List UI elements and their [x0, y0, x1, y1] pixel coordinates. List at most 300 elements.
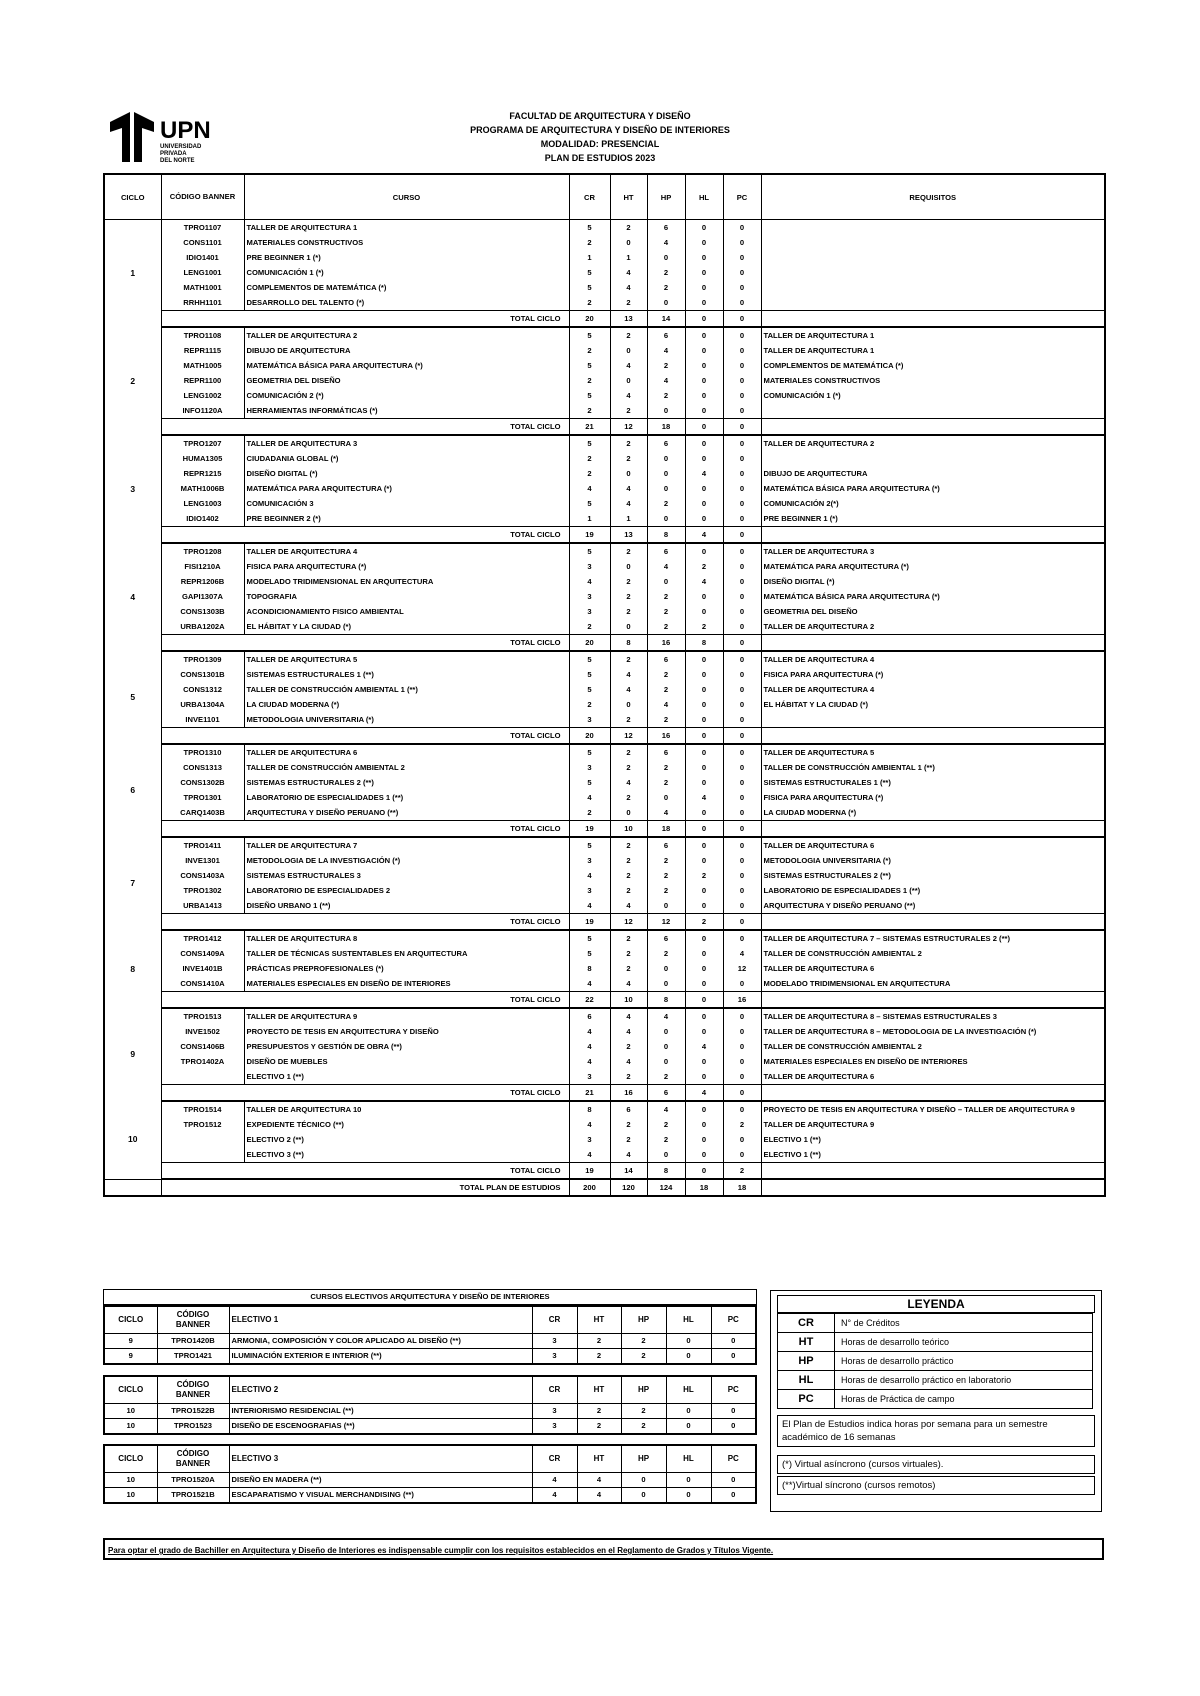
course-code: TPRO1411: [161, 837, 244, 853]
course-code: TPRO1402A: [161, 1054, 244, 1069]
course-requisites: SISTEMAS ESTRUCTURALES 1 (**): [763, 778, 891, 787]
course-cr: 1: [569, 250, 610, 265]
course-name: SISTEMAS ESTRUCTURALES 1 (**): [244, 667, 569, 682]
course-requisites: TALLER DE ARQUITECTURA 6: [763, 1072, 875, 1081]
course-pc: 0: [723, 220, 761, 236]
course-name: TALLER DE CONSTRUCCIÓN AMBIENTAL 2: [244, 760, 569, 775]
table-row: [104, 651, 1105, 667]
table-row: [104, 403, 1105, 419]
cycle-total-pc: 0: [723, 419, 761, 436]
course-hl: 0: [685, 667, 723, 682]
elective-ht: 2: [577, 1349, 621, 1365]
course-hl: 0: [685, 235, 723, 250]
course-code: URBA1413: [161, 898, 244, 914]
elective-row: [104, 1488, 756, 1504]
course-code: TPRO1108: [161, 327, 244, 343]
table-row: [104, 1008, 1105, 1024]
course-name: PRE BEGINNER 2 (*): [244, 511, 569, 527]
course-code: REPR1115: [161, 343, 244, 358]
course-ht: 4: [610, 898, 647, 914]
elective-hl: 0: [666, 1488, 711, 1504]
course-hl: 0: [685, 775, 723, 790]
course-cr: 2: [569, 619, 610, 635]
cycle-total-cr: 19: [569, 914, 610, 931]
course-requisites: MATERIALES CONSTRUCTIVOS: [763, 376, 881, 385]
course-pc: 0: [723, 373, 761, 388]
cycle-number: 8: [104, 930, 161, 1008]
course-hp: 0: [647, 250, 685, 265]
course-hl: 0: [685, 805, 723, 821]
cycle-number: 7: [104, 837, 161, 930]
elective-hl: 0: [666, 1419, 711, 1435]
cycle-total-ht: 10: [610, 992, 647, 1009]
course-cr: 2: [569, 451, 610, 466]
elective-col-hl: HL: [666, 1376, 711, 1404]
legend-async: (*) Virtual asíncrono (cursos virtuales).: [777, 1455, 1095, 1474]
course-name: COMUNICACIÓN 2 (*): [244, 388, 569, 403]
table-row: [104, 946, 1105, 961]
cycle-total-blank: [761, 635, 1105, 652]
elective-col-hl: HL: [666, 1306, 711, 1334]
elective-col-ciclo: CICLO: [104, 1306, 157, 1334]
course-hl: 2: [685, 868, 723, 883]
elective-row: [104, 1349, 756, 1365]
course-code: MATH1001: [161, 280, 244, 295]
course-name: DIBUJO DE ARQUITECTURA: [244, 343, 569, 358]
elective-group-title: ELECTIVO 3: [229, 1445, 532, 1473]
legend-value: Horas de desarrollo práctico en laboratorio: [835, 1371, 1093, 1390]
course-pc: 0: [723, 868, 761, 883]
elective-ht: 4: [577, 1488, 621, 1504]
course-ht: 2: [610, 589, 647, 604]
table-row: [104, 1039, 1105, 1054]
course-hp: 2: [647, 667, 685, 682]
elective-cr: 3: [532, 1404, 577, 1419]
course-ht: 4: [610, 775, 647, 790]
logo-brand: UPN: [160, 117, 211, 144]
course-ht: 1: [610, 511, 647, 527]
cycle-total-hp: 8: [647, 527, 685, 544]
elective-name: DISEÑO EN MADERA (**): [229, 1473, 532, 1488]
grand-total-cr: 200: [569, 1179, 610, 1196]
course-name: TALLER DE TÉCNICAS SUSTENTABLES EN ARQUITECTURA: [244, 946, 569, 961]
course-pc: 0: [723, 559, 761, 574]
course-name: TALLER DE ARQUITECTURA 1: [244, 220, 569, 236]
elective-hp: 2: [621, 1334, 666, 1349]
course-ht: 4: [610, 280, 647, 295]
legend-key: CR: [778, 1314, 835, 1333]
course-cr: 2: [569, 403, 610, 419]
course-code: TPRO1107: [161, 220, 244, 236]
course-requisites: LA CIUDAD MODERNA (*): [763, 808, 857, 817]
modality: MODALIDAD: PRESENCIAL: [540, 139, 660, 149]
course-cr: 3: [569, 883, 610, 898]
course-hl: 0: [685, 1117, 723, 1132]
course-requisites: DIBUJO DE ARQUITECTURA: [763, 469, 868, 478]
elective-col-cr: CR: [532, 1376, 577, 1404]
course-pc: 0: [723, 358, 761, 373]
course-pc: 0: [723, 280, 761, 295]
course-code: [161, 1069, 244, 1085]
elective-cr: 4: [532, 1473, 577, 1488]
table-row: [104, 1054, 1105, 1069]
plan-title: PLAN DE ESTUDIOS 2023: [544, 153, 656, 163]
table-row: [104, 574, 1105, 589]
cycle-total-hl: 0: [685, 311, 723, 328]
course-code: URBA1202A: [161, 619, 244, 635]
course-pc: 12: [723, 961, 761, 976]
elective-name: DISEÑO DE ESCENOGRAFIAS (**): [229, 1419, 532, 1435]
course-ht: 2: [610, 868, 647, 883]
course-hp: 2: [647, 712, 685, 728]
elective-col-ht: HT: [577, 1306, 621, 1334]
course-name: ARQUITECTURA Y DISEÑO PERUANO (**): [244, 805, 569, 821]
cycle-total-hp: 8: [647, 1163, 685, 1180]
course-code: TPRO1513: [161, 1008, 244, 1024]
course-cr: 5: [569, 496, 610, 511]
course-code: REPR1215: [161, 466, 244, 481]
course-hl: 0: [685, 280, 723, 295]
course-hl: 0: [685, 1024, 723, 1039]
course-ht: 4: [610, 388, 647, 403]
course-name: TALLER DE ARQUITECTURA 3: [244, 435, 569, 451]
elective-code: TPRO1522B: [157, 1404, 229, 1419]
course-ht: 2: [610, 930, 647, 946]
course-hp: 6: [647, 435, 685, 451]
course-hp: 4: [647, 805, 685, 821]
course-hl: 0: [685, 712, 723, 728]
elective-cr: 3: [532, 1334, 577, 1349]
course-ht: 4: [610, 1147, 647, 1163]
course-name: TALLER DE ARQUITECTURA 6: [244, 744, 569, 760]
course-hp: 2: [647, 496, 685, 511]
course-ht: 2: [610, 837, 647, 853]
cycle-total-pc: 0: [723, 311, 761, 328]
cycle-total-label: TOTAL CICLO: [161, 914, 569, 931]
course-ht: 2: [610, 403, 647, 419]
course-pc: 0: [723, 898, 761, 914]
course-name: DISEÑO DE MUEBLES: [244, 1054, 569, 1069]
course-pc: 0: [723, 250, 761, 265]
course-hp: 0: [647, 403, 685, 419]
course-hl: 0: [685, 697, 723, 712]
cycle-total-pc: 0: [723, 821, 761, 838]
elective-ciclo: 9: [104, 1349, 157, 1365]
course-hl: 2: [685, 559, 723, 574]
cycle-total-row: [104, 419, 1105, 436]
course-code: GAPI1307A: [161, 589, 244, 604]
course-ht: 0: [610, 343, 647, 358]
table-row: [104, 619, 1105, 635]
cycle-total-row: [104, 914, 1105, 931]
course-hl: 0: [685, 837, 723, 853]
course-code: INVE1301: [161, 853, 244, 868]
course-code: INVE1502: [161, 1024, 244, 1039]
course-code: INVE1101: [161, 712, 244, 728]
cycle-total-hp: 6: [647, 1085, 685, 1102]
legend-value: Horas de desarrollo práctico: [835, 1352, 1093, 1371]
course-name: METODOLOGIA DE LA INVESTIGACIÓN (*): [244, 853, 569, 868]
course-cr: 2: [569, 466, 610, 481]
program-title: PROGRAMA DE ARQUITECTURA Y DISEÑO DE INTERIORES: [470, 125, 730, 135]
course-hl: 0: [685, 976, 723, 992]
cycle-number: 9: [104, 1008, 161, 1101]
course-hl: 0: [685, 295, 723, 311]
table-row: [104, 961, 1105, 976]
course-ht: 1: [610, 250, 647, 265]
course-hl: 0: [685, 1101, 723, 1117]
course-requisites: TALLER DE ARQUITECTURA 6: [763, 964, 875, 973]
course-code: CONS1303B: [161, 604, 244, 619]
table-row: [104, 976, 1105, 992]
course-hl: 4: [685, 1039, 723, 1054]
course-hl: 0: [685, 604, 723, 619]
col-ciclo: CICLO: [104, 174, 161, 220]
elective-hl: 0: [666, 1473, 711, 1488]
course-code: RRHH1101: [161, 295, 244, 311]
course-hp: 2: [647, 682, 685, 697]
course-requisites: DISEÑO DIGITAL (*): [763, 577, 835, 586]
course-hp: 2: [647, 853, 685, 868]
course-ht: 4: [610, 265, 647, 280]
course-name: EL HÁBITAT Y LA CIUDAD (*): [244, 619, 569, 635]
course-cr: 6: [569, 1008, 610, 1024]
table-row: [104, 466, 1105, 481]
course-name: TALLER DE ARQUITECTURA 9: [244, 1008, 569, 1024]
cycle-total-hl: 0: [685, 821, 723, 838]
cycle-number: 4: [104, 543, 161, 651]
course-cr: 3: [569, 559, 610, 574]
course-code: CARQ1403B: [161, 805, 244, 821]
cycle-total-row: [104, 311, 1105, 328]
course-hl: 0: [685, 946, 723, 961]
table-row: [104, 543, 1105, 559]
course-hp: 2: [647, 388, 685, 403]
table-row: [104, 589, 1105, 604]
grand-total-label: TOTAL PLAN DE ESTUDIOS: [161, 1179, 569, 1196]
course-code: TPRO1309: [161, 651, 244, 667]
course-pc: 0: [723, 883, 761, 898]
course-hl: 0: [685, 435, 723, 451]
course-code: CONS1406B: [161, 1039, 244, 1054]
course-hp: 0: [647, 451, 685, 466]
legend-row: [778, 1314, 1093, 1333]
course-code: INVE1401B: [161, 961, 244, 976]
course-name: DISEÑO DIGITAL (*): [244, 466, 569, 481]
table-row: [104, 744, 1105, 760]
course-requisites: METODOLOGIA UNIVERSITARIA (*): [763, 856, 891, 865]
course-code: TPRO1208: [161, 543, 244, 559]
course-name: MATEMÁTICA BÁSICA PARA ARQUITECTURA (*): [244, 358, 569, 373]
course-code: CONS1312: [161, 682, 244, 697]
course-cr: 4: [569, 790, 610, 805]
elective-code: TPRO1523: [157, 1419, 229, 1435]
cycle-number: 10: [104, 1101, 161, 1179]
course-pc: 0: [723, 388, 761, 403]
course-cr: 3: [569, 589, 610, 604]
table-row: [104, 327, 1105, 343]
course-name: METODOLOGIA UNIVERSITARIA (*): [244, 712, 569, 728]
course-pc: 0: [723, 403, 761, 419]
elective-header-row: [104, 1376, 756, 1404]
course-requisites: MATEMÁTICA BÁSICA PARA ARQUITECTURA (*): [763, 592, 940, 601]
course-cr: 5: [569, 682, 610, 697]
cycle-total-blank: [761, 419, 1105, 436]
table-row: [104, 1069, 1105, 1085]
course-requisites: TALLER DE ARQUITECTURA 1: [763, 331, 875, 340]
legend-value: Horas de Práctica de campo: [835, 1390, 1093, 1409]
elective-col-hp: HP: [621, 1445, 666, 1473]
course-name: SISTEMAS ESTRUCTURALES 2 (**): [244, 775, 569, 790]
course-pc: 0: [723, 775, 761, 790]
table-row: [104, 712, 1105, 728]
course-requisites: [761, 250, 1105, 265]
course-pc: 0: [723, 511, 761, 527]
course-name: FISICA PARA ARQUITECTURA (*): [244, 559, 569, 574]
legend-key: HT: [778, 1333, 835, 1352]
course-pc: 0: [723, 481, 761, 496]
table-row: [104, 295, 1105, 311]
cycle-number: 5: [104, 651, 161, 744]
course-requisites: ARQUITECTURA Y DISEÑO PERUANO (**): [763, 901, 916, 910]
course-pc: 0: [723, 496, 761, 511]
course-requisites: TALLER DE ARQUITECTURA 5: [763, 748, 875, 757]
legend-key: HL: [778, 1371, 835, 1390]
elective-ht: 4: [577, 1473, 621, 1488]
cycle-total-ht: 10: [610, 821, 647, 838]
table-row: [104, 760, 1105, 775]
logo-sub1: UNIVERSIDAD: [160, 144, 202, 150]
course-pc: 0: [723, 805, 761, 821]
elective-ciclo: 9: [104, 1334, 157, 1349]
course-hp: 0: [647, 574, 685, 589]
course-code: MATH1006B: [161, 481, 244, 496]
course-cr: 4: [569, 1117, 610, 1132]
elective-col-pc: PC: [711, 1376, 756, 1404]
study-plan-table: [103, 173, 1106, 1197]
course-hp: 0: [647, 961, 685, 976]
course-hp: 6: [647, 651, 685, 667]
course-ht: 2: [610, 712, 647, 728]
course-cr: 2: [569, 373, 610, 388]
cycle-total-blank: [761, 1163, 1105, 1180]
course-requisites: [761, 712, 1105, 728]
course-hp: 4: [647, 343, 685, 358]
cycle-total-cr: 21: [569, 1085, 610, 1102]
elective-ciclo: 10: [104, 1488, 157, 1504]
table-row: [104, 1132, 1105, 1147]
course-cr: 5: [569, 388, 610, 403]
course-hp: 6: [647, 220, 685, 236]
elective-row: [104, 1404, 756, 1419]
course-requisites: TALLER DE ARQUITECTURA 1: [763, 346, 875, 355]
course-ht: 2: [610, 1132, 647, 1147]
course-hp: 0: [647, 481, 685, 496]
course-cr: 3: [569, 1132, 610, 1147]
cycle-number: 3: [104, 435, 161, 543]
legend-value: Horas de desarrollo teórico: [835, 1333, 1093, 1352]
course-name: COMUNICACIÓN 3: [244, 496, 569, 511]
course-cr: 4: [569, 1147, 610, 1163]
course-pc: 0: [723, 543, 761, 559]
cycle-total-hl: 8: [685, 635, 723, 652]
course-ht: 2: [610, 574, 647, 589]
course-code: LENG1002: [161, 388, 244, 403]
course-cr: 5: [569, 837, 610, 853]
course-ht: 0: [610, 559, 647, 574]
course-ht: 2: [610, 790, 647, 805]
course-hl: 0: [685, 265, 723, 280]
course-hl: 0: [685, 1069, 723, 1085]
logo-sub2: PRIVADA: [160, 151, 187, 157]
cycle-total-row: [104, 728, 1105, 745]
elective-code: TPRO1521B: [157, 1488, 229, 1504]
grand-total-hl: 18: [685, 1179, 723, 1196]
course-name: PRESUPUESTOS Y GESTIÓN DE OBRA (**): [244, 1039, 569, 1054]
course-pc: 0: [723, 589, 761, 604]
legend-row: [778, 1371, 1093, 1390]
course-cr: 5: [569, 930, 610, 946]
course-ht: 4: [610, 481, 647, 496]
course-hl: 0: [685, 388, 723, 403]
course-name: PRE BEGINNER 1 (*): [244, 250, 569, 265]
cycle-total-blank: [761, 914, 1105, 931]
course-requisites: TALLER DE ARQUITECTURA 9: [763, 1120, 875, 1129]
elective-col-ht: HT: [577, 1445, 621, 1473]
cycle-total-hp: 16: [647, 728, 685, 745]
course-requisites: TALLER DE ARQUITECTURA 8 – SISTEMAS ESTRUCTURALES 3: [763, 1012, 997, 1021]
course-cr: 5: [569, 543, 610, 559]
course-hp: 0: [647, 1024, 685, 1039]
course-pc: 0: [723, 235, 761, 250]
course-requisites: TALLER DE ARQUITECTURA 4: [763, 655, 875, 664]
course-hl: 0: [685, 853, 723, 868]
course-name: TALLER DE ARQUITECTURA 5: [244, 651, 569, 667]
table-row: [104, 220, 1105, 236]
course-code: TPRO1310: [161, 744, 244, 760]
course-ht: 2: [610, 1069, 647, 1085]
course-requisites: ELECTIVO 1 (**): [763, 1150, 821, 1159]
logo-sub3: DEL NORTE: [160, 158, 195, 164]
course-hl: 0: [685, 651, 723, 667]
cycle-total-hp: 16: [647, 635, 685, 652]
course-code: CONS1302B: [161, 775, 244, 790]
legend-note: El Plan de Estudios indica horas por semana para un semestre académico de 16 semanas: [777, 1415, 1095, 1447]
course-pc: 0: [723, 435, 761, 451]
course-ht: 2: [610, 853, 647, 868]
course-hl: 0: [685, 1008, 723, 1024]
course-hp: 4: [647, 1101, 685, 1117]
course-name: GEOMETRIA DEL DISEÑO: [244, 373, 569, 388]
course-name: DISEÑO URBANO 1 (**): [244, 898, 569, 914]
course-name: MATERIALES CONSTRUCTIVOS: [244, 235, 569, 250]
course-hp: 0: [647, 466, 685, 481]
course-code: IDIO1401: [161, 250, 244, 265]
course-code: CONS1313: [161, 760, 244, 775]
elective-table: [103, 1305, 757, 1365]
elective-table: [103, 1375, 757, 1435]
course-code: CONS1301B: [161, 667, 244, 682]
course-code: REPR1100: [161, 373, 244, 388]
course-name: LABORATORIO DE ESPECIALIDADES 2: [244, 883, 569, 898]
course-pc: 2: [723, 1117, 761, 1132]
course-hp: 2: [647, 1069, 685, 1085]
grand-total-ht: 120: [610, 1179, 647, 1196]
course-ht: 0: [610, 619, 647, 635]
course-hp: 2: [647, 1117, 685, 1132]
elective-hp: 2: [621, 1419, 666, 1435]
elective-col-ciclo: CICLO: [104, 1445, 157, 1473]
